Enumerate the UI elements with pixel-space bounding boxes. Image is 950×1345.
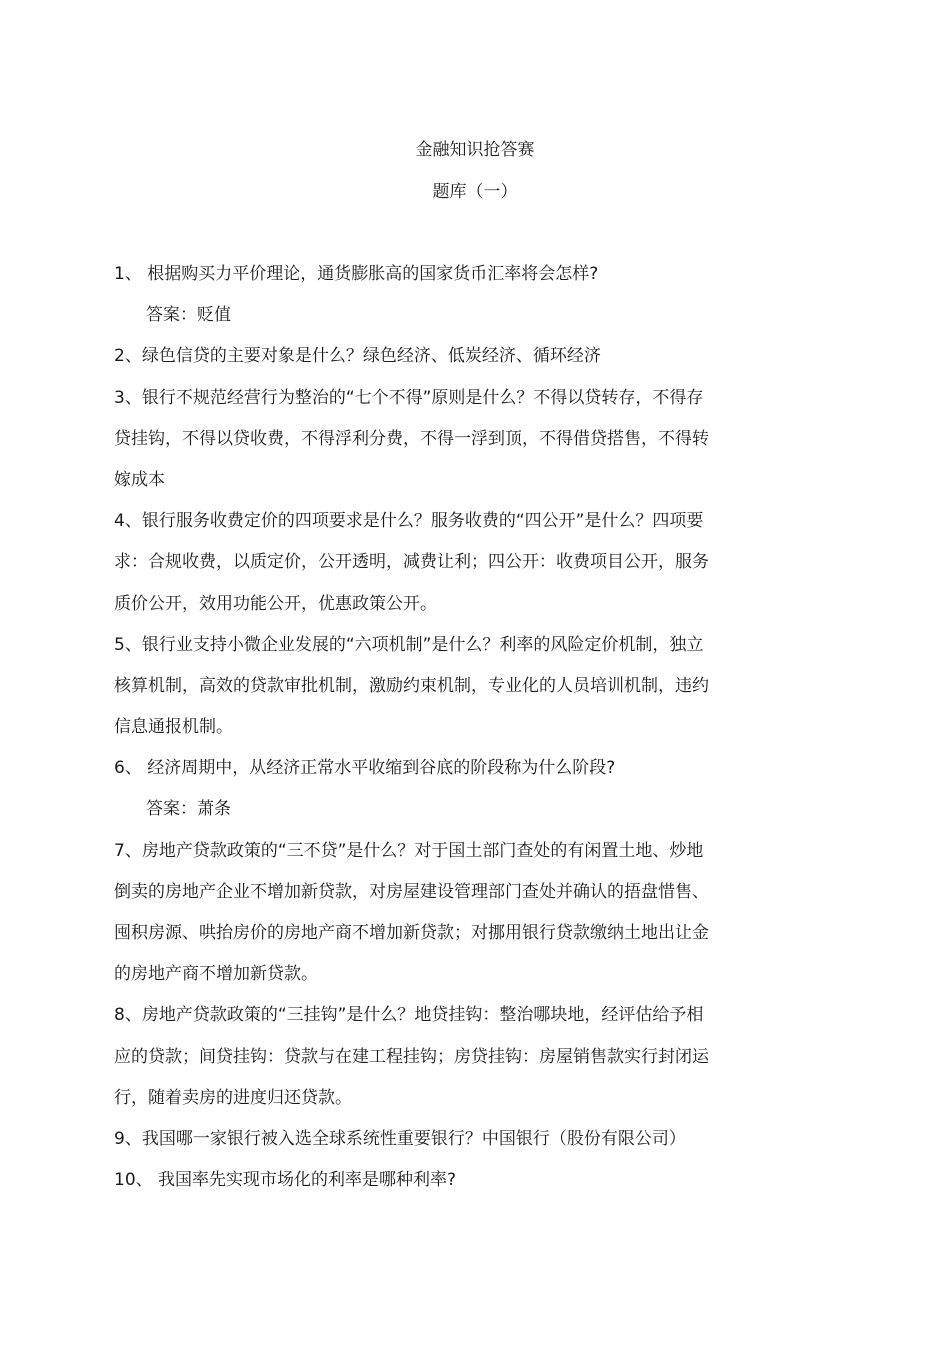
text-line: 1、 根据购买力平价理论，通货膨胀高的国家货币汇率将会怎样? — [114, 264, 599, 284]
document-subtitle: 题库（一） — [432, 182, 518, 202]
text-line: 倒卖的房地产企业不增加新贷款，对房屋建设管理部门查处并确认的捂盘惜售、 — [114, 881, 709, 902]
text-line: 6、 经济周期中，从经济正常水平收缩到谷底的阶段称为什么阶段? — [114, 758, 616, 779]
text-line: 嫁成本 — [114, 469, 165, 490]
text-line: 应的贷款；间贷挂钩：贷款与在建工程挂钩；房贷挂钩：房屋销售款实行封闭运 — [114, 1046, 709, 1067]
text-line: 质价公开，效用功能公开，优惠政策公开。 — [114, 593, 437, 614]
text-line: 的房地产商不增加新贷款。 — [114, 964, 318, 985]
answer-line: 答案：贬值 — [146, 305, 231, 326]
text-line: 贷挂钩，不得以贷收费，不得浮利分费，不得一浮到顶，不得借贷搭售，不得转 — [114, 428, 709, 449]
text-line: 5、银行业支持小微企业发展的“六项机制”是什么？利率的风险定价机制，独立 — [114, 634, 704, 655]
answer-line: 答案：萧条 — [146, 799, 231, 820]
text-line: 求：合规收费，以质定价，公开透明，减费让利；四公开：收费项目公开，服务 — [114, 552, 709, 573]
text-line: 10、 我国率先实现市场化的利率是哪种利率? — [114, 1170, 457, 1191]
text-line: 行，随着卖房的进度归还贷款。 — [114, 1087, 352, 1108]
text-line: 9、我国哪一家银行被入选全球系统性重要银行？中国银行（股份有限公司） — [114, 1128, 686, 1149]
text-line: 4、银行服务收费定价的四项要求是什么？服务收费的“四公开”是什么？四项要 — [114, 511, 704, 532]
text-line: 核算机制，高效的贷款审批机制，激励约束机制，专业化的人员培训机制，违约 — [114, 675, 709, 696]
text-line: 信息通报机制。 — [114, 717, 233, 738]
document-title: 金融知识抢答赛 — [415, 140, 535, 160]
text-line: 2、绿色信贷的主要对象是什么？绿色经济、低炭经济、循环经济 — [114, 346, 601, 367]
text-line: 8、房地产贷款政策的“三挂钩”是什么？地贷挂钩：整治哪块地，经评估给予相 — [114, 1005, 704, 1026]
text-line: 7、房地产贷款政策的“三不贷”是什么？对于国土部门查处的有闲置土地、炒地 — [114, 840, 704, 861]
document-body — [114, 262, 754, 1209]
text-line: 囤积房源、哄抬房价的房地产商不增加新贷款；对挪用银行贷款缴纳土地出让金 — [114, 923, 709, 943]
text-line: 3、银行不规范经营行为整治的“七个不得”原则是什么？不得以贷转存，不得存 — [114, 387, 704, 408]
